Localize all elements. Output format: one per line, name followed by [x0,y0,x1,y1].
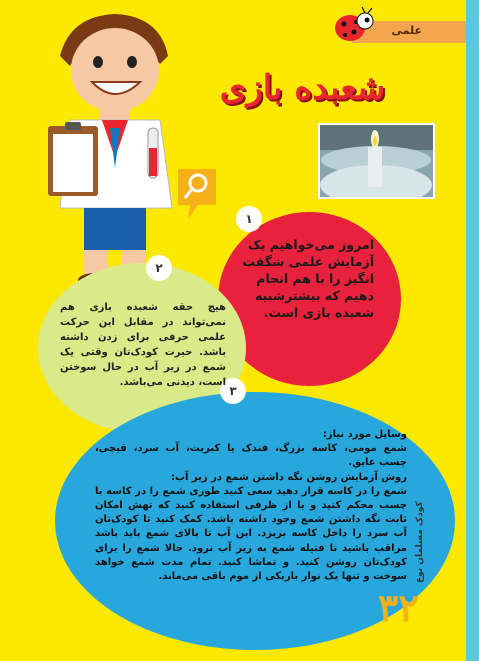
bubble-three-text [95,428,407,584]
bubble-three-number: ۳ [220,378,246,404]
section-label: علمی [391,24,422,37]
method-text: شمع را در کاسه قرار دهید سعی کنید طوری شمع را در کاسه با چسب محکم کنید و یا از ظرفی استفاده کنید که تهش امکان ثابت نگه داشتن شمع وجود داشته باشد. کمک کنید تا کودک‌تان آب سرد را داخل کاسه بریزد. این آب تا بالای شمع باید باشد مراقب باشید تا فتیله شمع به زیر آب نرود. حالا شمع را برای کودک‌تان روشن کنید. و تماشا کنید. تمام مدت شمع خواهد سوخت و تنها یک نوار باریکی از موم باقی می‌ماند. [95,485,407,583]
materials-list: شمع مومی، کاسه بزرگ، فندک یا کبریت، آب سرد، قیچی، چسب عایق. [95,443,407,469]
candle-photo [318,123,435,199]
scientist-illustration [40,8,190,288]
bubble-one-text: امروز می‌خواهیم یک آزمایش علمی شگفت انگیز را با هم انجام دهیم که بیشترشبیه شعبده بازی است. [242,237,374,320]
page-title: شعبده بازی [219,68,386,108]
author-credit: کودک مسلمان نوع [415,501,425,583]
magnifier-icon [174,165,220,221]
bubble-two-text: هیچ حقه شعبده بازی هم نمی‌تواند در مقابل این حرکت علمی حرفی برای زدن داشته باشد. حیرت کودک‌تان وقتی یک شمع در زیر آب در حال سوختن است، دیدنی می‌باشد. [60,302,226,388]
bubble-two-number: ۲ [146,255,172,281]
bubble-one-number: ۱ [236,206,262,232]
method-heading: روش آزمایش روشن نگه داشتن شمع در زیر آب: [170,471,407,483]
page-number: ۳۲ [378,585,419,630]
ladybug-icon [330,6,376,44]
materials-heading: وسایل مورد نیاز: [322,429,407,440]
side-strip [466,0,479,661]
